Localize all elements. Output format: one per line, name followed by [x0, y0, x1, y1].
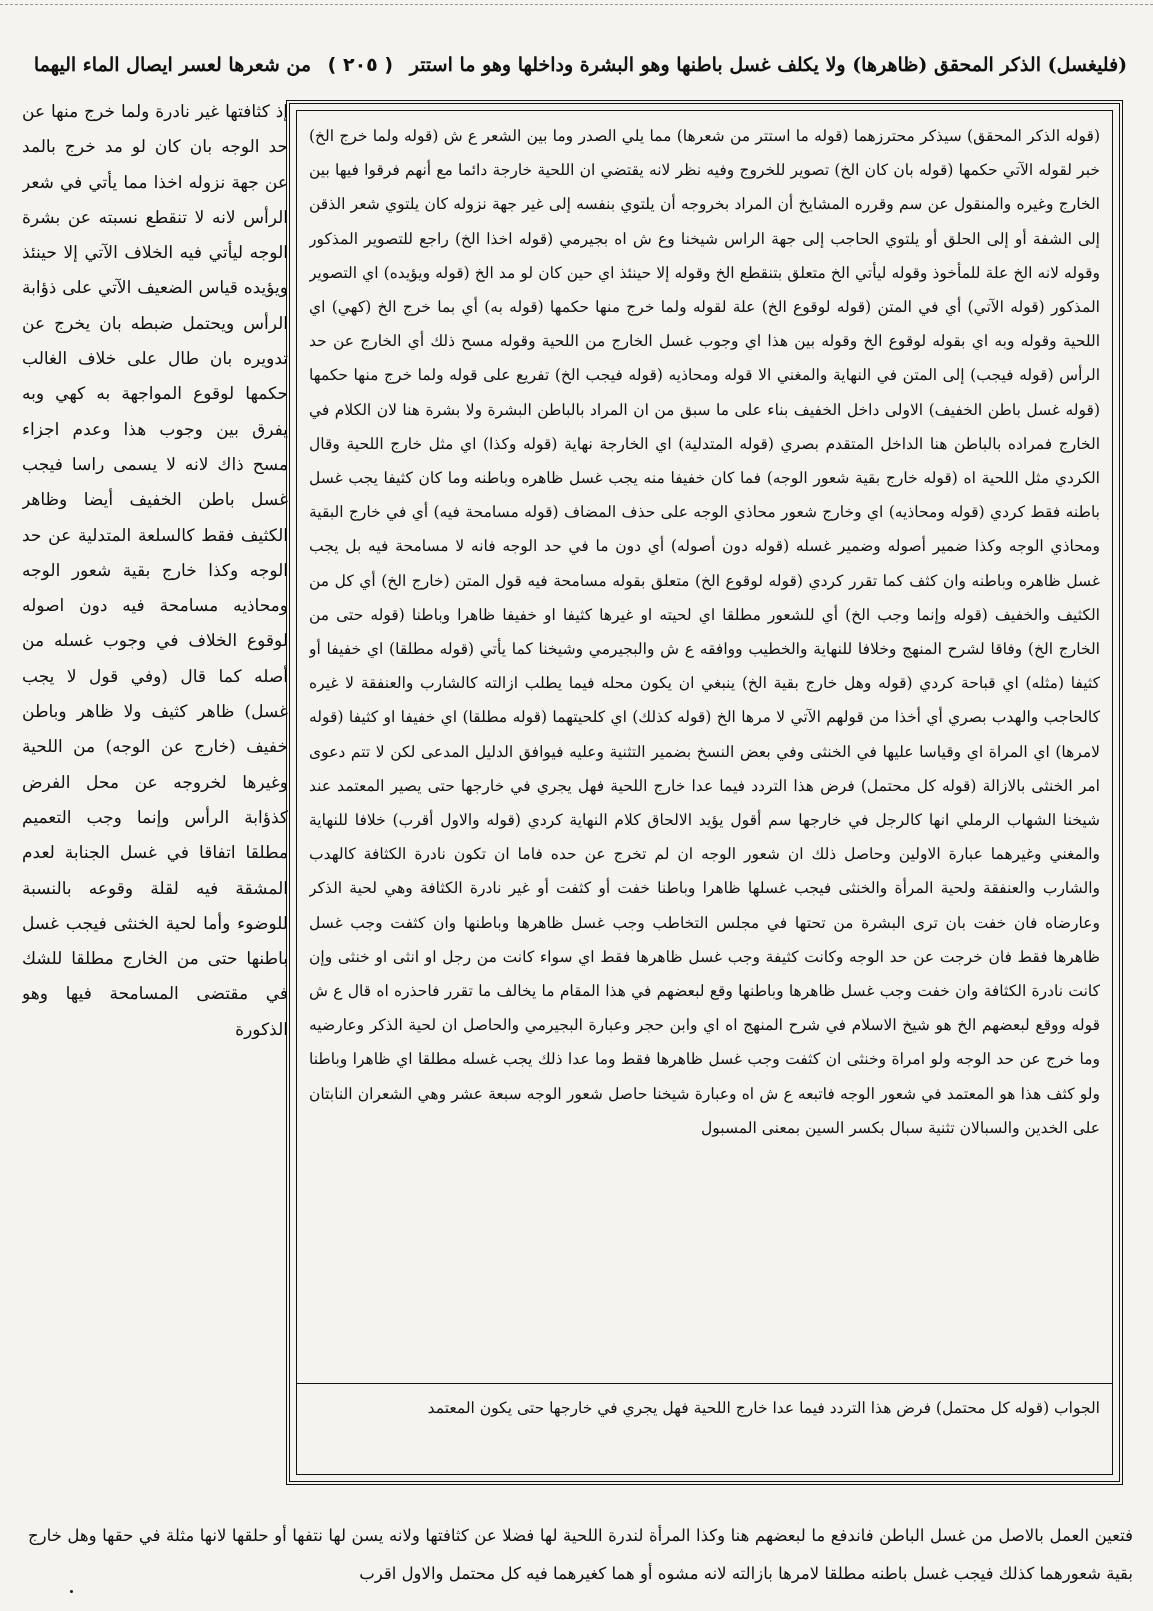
header-right-text: (فليغسل) الذكر المحقق (ظاهرها) ولا يكلف غسل باطنها وهو البشرة وداخلها وهو ما استتر	[409, 54, 1128, 76]
footer-text-block	[28, 1500, 1133, 1590]
commentary-text: (قوله الذكر المحقق) سيذكر محترزهما (قوله ما استتر من شعرها) مما يلي الصدر وما بين الشعر ع ش (قوله ولما خرج الخ) خبر لقوله الآتي حكمها (قوله بان كان الخ) تصوير للخروج وفيه نظر لانه يقتضي ان اللحية خارجة دائما مع أنهم فرقوا فيها بين الخارج وغيره والمنقول عن سم وقرره المشايخ أن المراد بخروجه أن يلتوي بنفسه إلى غير جهة نزوله كان يلتوي شعر الذقن إلى الشفة أو إلى الحلق أو يلتوي الحاجب إلى جهة الراس شيخنا وع ش اه بجيرمي (قوله اخذا الخ) راجع للتصوير المذكور وقوله لانه الخ علة للمأخوذ وقوله ليأتي الخ متعلق بتنقطع الخ وقوله إلا حينئذ اي حين كان لو مد الخ (قوله ويؤيده) اي التصوير المذكور (قوله الآتي) أي في المتن (قوله لوقوع الخ) علة لقوله ولما خرج منها حكمها (قوله به) أي بما خرج الخ (كهي) اي اللحية وقوله وبه اي بقوله لوقوع الخ وقوله بين هذا اي وجوب غسل الخارج من اللحية وقوله مسح ذلك أي الخارج عن حد الرأس (قوله فيجب) إلى المتن في النهاية والمغني الا قوله ومحاذيه (قوله فيجب الخ) تفريع على قوله ولما خرج منها حكمها (قوله غسل باطن الخفيف) الاولى داخل الخفيف بناء على ما سبق من ان المراد بالباطن البشرة ولا بشرة هنا لان الكلام في الخارج فمراده بالباطن هنا الداخل المتقدم بصري (قوله المتدلية) اي الخارجة نهاية (قوله وكذا) اي مثل خارج اللحية وقال الكردي مثل اللحية اه (قوله خارج بقية شعور الوجه) فما كان خفيفا منه يجب غسل ظاهره وباطنه وما كان كثيفا يجب غسل باطنه فقط كردي (قوله ومحاذيه) اي وخارج شعور محاذي الوجه على حذف المضاف (قوله مسامحة فيه) أي في خارج البقية ومحاذي الوجه وكذا ضمير أصوله وضمير غسله (قوله دون أصوله) أي دون ما في حد الوجه فانه لا مسامحة فيه بل يجب غسل ظاهره وباطنه وان كثف كما تقرر كردي (قوله لوقوع الخ) متعلق بقوله مسامحة فيه قول المتن (خارج الخ) أي كل من الكثيف والخفيف (قوله وإنما وجب الخ) أي للشعور مطلقا اي لحيته او غيرها كثيفا او خفيفا ظاهرا وباطنا (قوله حتى من الخارج الخ) وفاقا لشرح المنهج وخلافا للنهاية والخطيب ووافقه ع ش والبجيرمي وشيخنا كما يأتي (قوله مطلقا) اي خفيفا أو كثيفا (مثله) اي قباحة كردي (قوله وهل خارج بقية الخ) ينبغي ان يكون محله فيما يطلب ازالته كالشارب والعنفقة لا غيره كالحاجب والهدب بصري أي أخذا من قولهم الآتي لا مرها الخ (قوله كذلك) اي كلحيتهما (قوله مطلقا) اي خفيفا او كثيفا (قوله لامرها) اي المراة اي وقياسا عليها في الخنثى وفي بعض النسخ بضمير التثنية وعليه فيوافق الدليل المدعى لكن لا تتم دعوى امر الخنثى بالازالة (قوله كل محتمل) فرض هذا التردد فيما عدا خارج اللحية فهل يجري في خارجها حتى يصير المعتمد عند شيخنا الشهاب الرملي انها كالرجل في خارجها سم أقول يؤيد الالحاق كلام النهاية كردي (قوله والاول أقرب) خلافا للنهاية والمغني وغيرهما عبارة الاولين وحاصل ذلك ان شعور الوجه ان لم تخرج عن حده فاما ان تكون نادرة الكثافة كالهدب والشارب والعنفقة ولحية المرأة والخنثى فيجب غسلها ظاهرا وباطنا خفت أو كثفت أو غير نادرة الكثافة وهي لحية الذكر وعارضاه فان خفت بان ترى البشرة من تحتها في مجلس التخاطب وجب غسل ظاهرها وباطنها وان كثفت وجب غسل ظاهرها فقط فان خرجت عن حد الوجه وكانت كثيفة وجب غسل ظاهرها فقط اي سواء كانت من رجل او انثى او خنثى وإن كانت نادرة الكثافة وان خفت وجب غسل ظاهرها وباطنها وقع لبعضهم في هذا المقام ما يخالف ما تقرر فاحذره اه قال ع ش قوله ووقع لبعضهم الخ هو شيخ الاسلام في شرح المنهج اه اي وابن حجر وعبارة البجيرمي والحاصل ان لحية الذكر وعارضيه وما خرج عن حد الوجه ولو امراة وخنثى ان كثفت وجب غسل ظاهرها فقط وما عدا ذلك يجب غسله مطلقا اي ظاهرا وباطنا ولو كثف هذا هو المعتمد في شعور الوجه فاتبعه ع ش اه وعبارة شيخنا حاصل شعور الوجه سبعة عشر وهي الشعران النابتان على الخدين والسبالان تثنية سبال بكسر السين بمعنى المسبول	[309, 127, 1100, 1137]
margin-text-column	[22, 95, 288, 1490]
running-header	[28, 50, 1133, 80]
header-left-text: من شعرها لعسر ايصال الماء اليهما	[33, 54, 312, 76]
margin-text: إذ كثافتها غير نادرة ولما خرج منها عن حد الوجه بان كان لو مد خرج بالمد عن جهة نزوله اخذا مما يأتي في شعر الرأس لانه لا تنقطع نسبته عن بشرة الوجه ليأتي فيه الخلاف الآتي إلا حينئذ ويؤيده قياس الضعيف الآتي على ذؤابة الرأس ويحتمل ضبطه بان يخرج عن تدويره بان طال على خلاف الغالب حكمها لوقوع المواجهة به كهي وبه يفرق بين وجوب هذا وعدم اجزاء مسح ذاك لانه لا يسمى راسا فيجب غسل باطن الخفيف أيضا وظاهر الكثيف فقط كالسلعة المتدلية عن حد الوجه وكذا خارج بقية شعور الوجه ومحاذيه مسامحة فيه دون اصوله لوقوع الخلاف في وجوب غسله من أصله كما قال (وفي قول لا يجب غسل) ظاهر كثيف ولا ظاهر وباطن خفيف (خارج عن الوجه) من اللحية وغيرها لخروجه عن محل الفرض كذؤابة الرأس وإنما وجب التعميم مطلقا اتفاقا في غسل الجنابة لعدم المشقة فيه لقلة وقوعه بالنسبة للوضوء وأما لحية الخنثى فيجب غسل باطنها حتى من الخارج مطلقا للشك في مقتضى المسامحة فيها وهو الذكورة	[22, 102, 288, 1040]
top-dashed-rule	[0, 4, 1153, 5]
commentary-text-block	[309, 119, 1100, 1375]
page-number: ( ٢٠٥ )	[327, 54, 394, 76]
commentary-continuation: الجواب (قوله كل محتمل) فرض هذا التردد فيما عدا خارج اللحية فهل يجري في خارجها حتى يكون المعتمد	[427, 1399, 1100, 1417]
commentary-box	[286, 100, 1123, 1485]
stray-dot-mark	[70, 1590, 73, 1593]
commentary-inner-frame	[296, 110, 1113, 1475]
commentary-divider	[297, 1383, 1112, 1384]
footer-text: فتعين العمل بالاصل من غسل الباطن فاندفع ما لبعضهم هنا وكذا المرأة لندرة اللحية لها فضلا عن كثافتها ولانه يسن لها نتفها أو حلقها لانها مثلة في حقها وهل خارج بقية شعورهما كذلك فيجب غسل باطنه مطلقا لامرها بازالته لانه مشوه أو هما كغيرهما فيه كل محتمل والاول اقرب	[28, 1525, 1133, 1583]
